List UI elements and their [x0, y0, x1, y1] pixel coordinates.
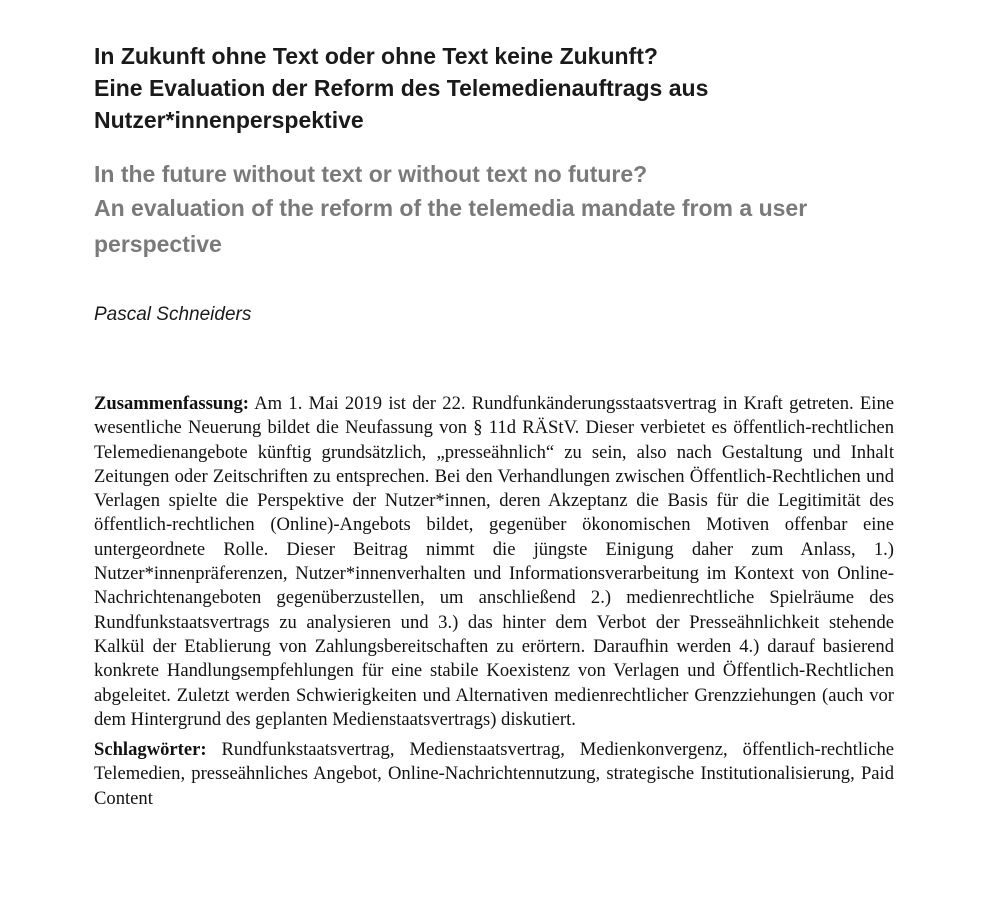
abstract-text: Am 1. Mai 2019 ist der 22. Rundfunkänderungsstaatsvertrag in Kraft getreten. Eine wesentliche Neuerung bildet die Neufassung von § 11d RÄStV. Dieser verbietet es öffentlich-rechtlichen Telemedienangebote künftig grundsätzlich, „presseähnlich“ zu sein, also nach Gestaltung und Inhalt Zeitungen oder Zeitschriften zu entsprechen. Bei den Verhandlungen zwischen Öffentlich-Rechtlichen und Verlagen spielte die Perspektive der Nutzer*innen, deren Akzeptanz die Basis für die Legitimität des öffentlich-rechtlichen (Online)-Angebots bildet, gegenüber ökonomischen Motiven offenbar eine untergeordnete Rolle. Dieser Beitrag nimmt die jüngste Einigung daher zum Anlass, 1.) Nutzer*innenpräferenzen, Nutzer*innenverhalten und Informationsverarbeitung im Kontext von Online-Nachrichtenangeboten gegenüberzustellen, um anschließend 2.) medienrechtliche Spielräume des Rundfunkstaatsvertrags zu analysieren und 3.) das hinter dem Verbot der Presseähnlichkeit stehende Kalkül der Etablierung von Zahlungsbereitschaften zu erörtern. Daraufhin werden 4.) darauf basierend konkrete Handlungsempfehlungen für eine stabile Koexistenz von Verlagen und Öffentlich-Rechtlichen abgeleitet. Zuletzt werden Schwierigkeiten und Alternativen medienrechtlicher Grenzziehungen (auch vor dem Hintergrund des geplanten Medienstaatsvertrags) diskutiert. [94, 393, 894, 730]
english-title: In the future without text or without text no future? [94, 161, 648, 187]
keywords [94, 738, 894, 811]
abstract [94, 392, 894, 732]
keywords-text: Rundfunkstaatsvertrag, Medienstaatsvertrag, Medienkonvergenz, öffentlich-rechtliche Telemedien, presseähnliches Angebot, Online-Nachrichtennutzung, strategische Institutionalisierung, Paid Content [94, 739, 894, 809]
german-subtitle: Eine Evaluation der Reform des Telemedienauftrags aus Nutzer*innenperspektive [94, 75, 709, 133]
abstract-label: Zusammenfassung: [94, 393, 249, 414]
author-name: Pascal Schneiders [94, 304, 252, 325]
english-title-block [94, 158, 894, 262]
english-subtitle: An evaluation of the reform of the telemedia mandate from a user perspective [94, 195, 808, 257]
german-title: In Zukunft ohne Text oder ohne Text keine Zukunft? [94, 43, 658, 69]
keywords-label: Schlagwörter: [94, 739, 207, 761]
german-title-block [94, 40, 894, 136]
article-header [94, 40, 894, 830]
